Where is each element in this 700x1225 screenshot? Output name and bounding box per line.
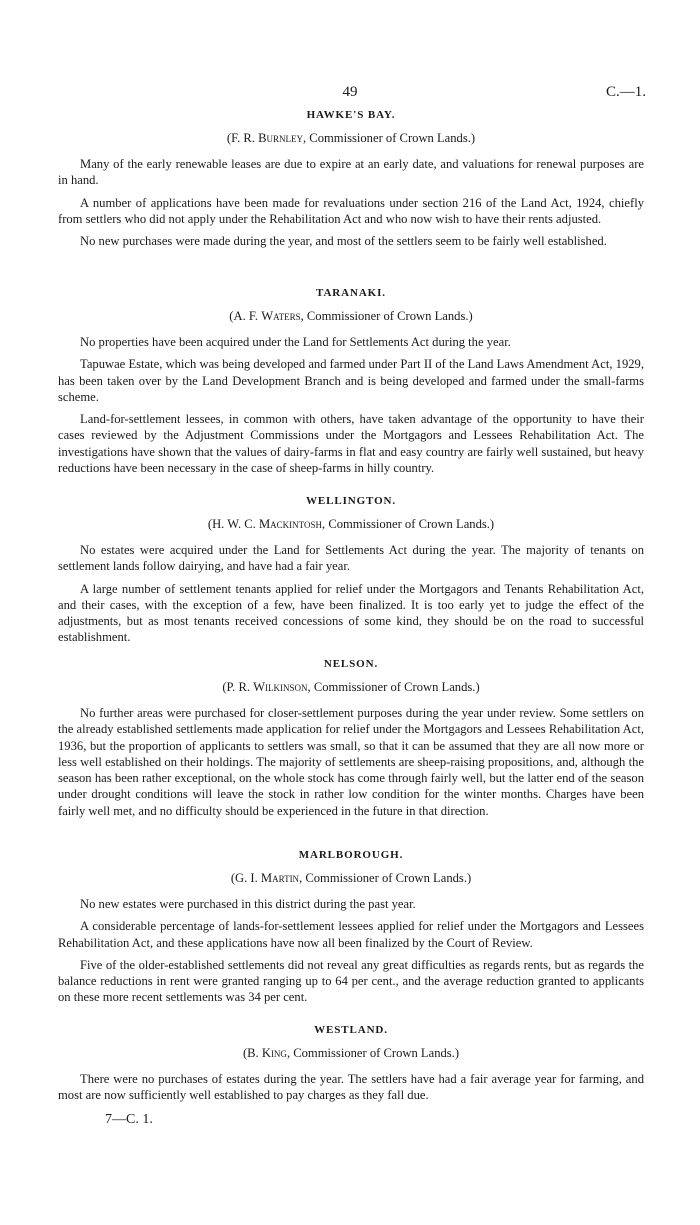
paragraph: Five of the older-established settlements did not reveal any great difficulties as regards rents, but as regards the balance reductions in rent were granted ranging up to 64 per cent., and the average reduction granted to applicants on these more recent settlements was 34 per cent. (58, 957, 644, 1005)
paragraph: Land-for-settlement lessees, in common with others, have taken advantage of the opportunity to have their cases reviewed by the Adjustment Commissions under the Mortgagors and Lessees Rehabilitation Act. The investigations have shown that the values of dairy-farms in flat and easy country are fairly well sustained, but heavy reductions have been necessary in the case of sheep-farms in hilly country. (58, 412, 644, 476)
section-heading: TARANAKI. (316, 287, 386, 299)
section-wellington (58, 494, 644, 652)
page-reference: C.—1. (605, 84, 646, 100)
commissioner-line: (F. R. Burnley, Commissioner of Crown Lands.) (226, 131, 476, 145)
section-heading: MARLBOROUGH. (298, 849, 404, 861)
paragraph: No new purchases were made during the year, and most of the settlers seem to be fairly well established. (80, 234, 607, 249)
section-nelson (58, 657, 644, 825)
section-hawkes-bay (58, 108, 644, 255)
commissioner-line: (B. King, Commissioner of Crown Lands.) (242, 1046, 460, 1060)
section-heading: WESTLAND. (314, 1024, 388, 1036)
paragraph: Tapuwae Estate, which was being developed and farmed under Part II of the Land Laws Amendment Act, 1929, has been taken over by the Land Development Branch and is being developed and farmed under the small-farms scheme. (58, 357, 644, 404)
commissioner-line: (G. I. Martin, Commissioner of Crown Lands.) (230, 871, 472, 885)
section-taranaki (58, 286, 644, 482)
paragraph: A large number of settlement tenants applied for relief under the Mortgagors and Tenants Rehabilitation Act, and their cases, with the exception of a few, have been finalized. It is too early yet to judge the effect of the adjustments, but as most tenants received concessions of some kind, they should be on the road to successful establishment. (58, 581, 644, 645)
commissioner-line: (H. W. C. Mackintosh, Commissioner of Crown Lands.) (207, 517, 495, 531)
commissioner-line: (P. R. Wilkinson, Commissioner of Crown Lands.) (222, 680, 480, 694)
paragraph: A number of applications have been made for revaluations under section 216 of the Land Act, 1924, chiefly from settlers who did not apply under the Rehabilitation Act and who now wish to have their rents adjusted. (58, 195, 644, 226)
signature-reference: 7—C. 1. (105, 1112, 153, 1127)
commissioner-line: (A. F. Waters, Commissioner of Crown Lands.) (229, 309, 473, 323)
paragraph: No properties have been acquired under the Land for Settlements Act during the year. (80, 335, 511, 349)
section-heading: WELLINGTON. (305, 495, 397, 507)
section-heading: HAWKE'S BAY. (306, 109, 396, 121)
section-westland (58, 1023, 644, 1110)
section-marlborough (58, 848, 644, 1012)
paragraph: A considerable percentage of lands-for-settlement lessees applied for relief under the Mortgagors and Lessees Rehabilitation Act, and these applications have now all been finalized by the Court of Review. (58, 919, 644, 950)
paragraph: No estates were acquired under the Land for Settlements Act during the year. The majority of tenants on settlement lands follow dairying, and have had a fair year. (58, 543, 644, 574)
paragraph: No new estates were purchased in this district during the past year. (80, 897, 416, 911)
paragraph: No further areas were purchased for closer-settlement purposes during the year under review. Some settlers on the already established settlements made application for relief under the Mortgagors and Lessees Rehabilitation Act, 1936, but the proportion of applicants to settlers was small, so that it can be assumed that they are all now more or less well established on their holdings. The majority of settlements are sheep-raising propositions, and, although the season has been rather exceptional, on the whole stock has come through fairly well, but the latter end of the season under drought conditions will leave the stock in rather low condition for the winter months. Charges have been fairly well met, and no difficulty should be experienced in the future in that direction. (58, 706, 644, 818)
page-number: 49 (342, 84, 358, 100)
paragraph: There were no purchases of estates during the year. The settlers have had a fair average year for farming, and most are now sufficiently well established to pay charges as they fall due. (58, 1072, 644, 1103)
paragraph: Many of the early renewable leases are due to expire at an early date, and valuations for renewal purposes are in hand. (58, 157, 644, 188)
section-heading: NELSON. (323, 658, 379, 670)
